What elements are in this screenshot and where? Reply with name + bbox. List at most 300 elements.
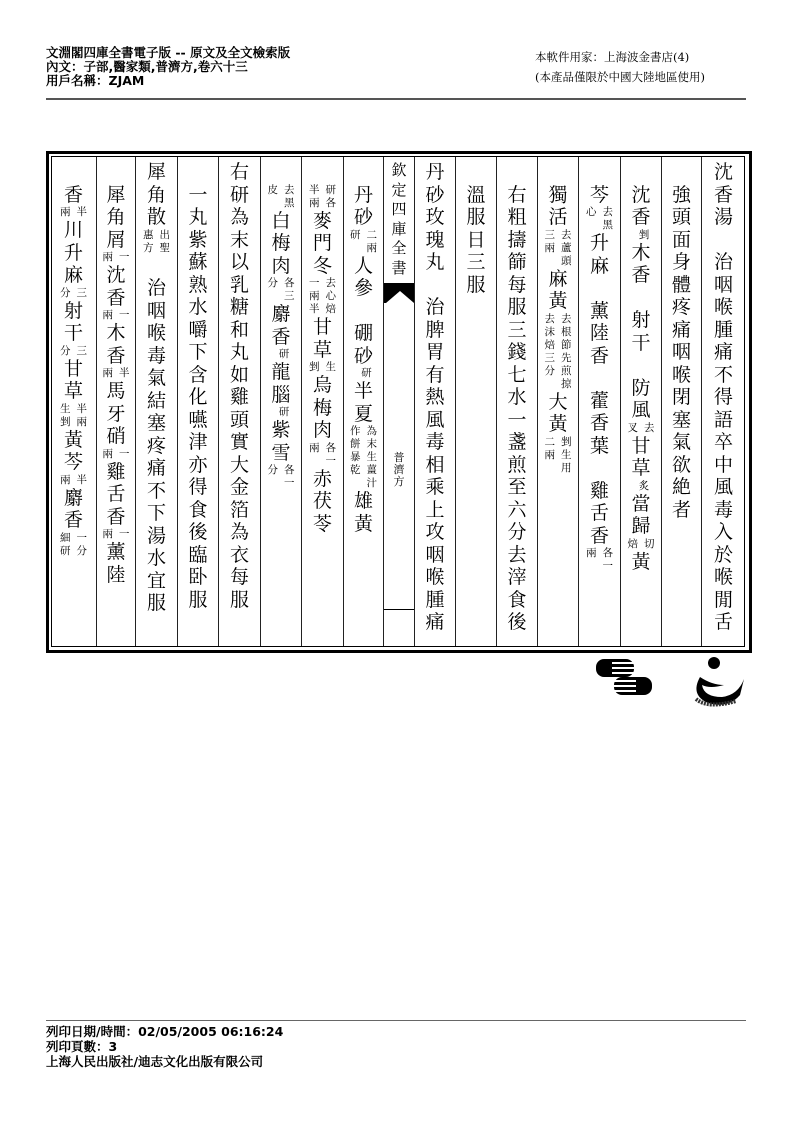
annotation-subcolumn [77,206,88,219]
center-title-character: 四 [391,200,407,218]
annotation-character: 節 [561,338,572,351]
annotation-subcolumn [326,277,337,316]
header-content-path: 內文：子部,醫家類,普濟方,卷六十三 [46,59,248,74]
annotation-subcolumn [60,403,71,429]
main-character: 麝 [63,486,83,509]
annotation-character: 兩 [309,196,320,209]
annotation-subcolumn [644,538,655,551]
main-character: 強 [671,183,691,206]
main-character: 香 [713,183,733,206]
main-character: 卧 [188,566,208,588]
main-character: 閉 [671,386,691,408]
annotation-character: 蘆 [561,241,572,254]
main-character: 芩 [63,451,83,473]
annotation-subcolumn [119,448,130,461]
main-character: 沈 [106,264,126,286]
annotation-subcolumn [561,313,572,391]
header-left [46,46,290,88]
main-character: 宜 [146,569,166,592]
main-character: 以 [229,251,249,273]
main-character: 草 [63,380,83,402]
interlinear-annotation [97,251,135,264]
center-title-box [384,157,414,284]
annotation-character: 用 [561,461,572,474]
main-character: 滓 [507,566,527,588]
interlinear-annotation [538,229,578,268]
main-character: 入 [713,521,733,543]
annotation-character: 一 [119,447,130,460]
main-character: 歸 [631,515,651,537]
annotation-subcolumn [561,436,572,475]
main-character: 治 [425,296,445,318]
main-character: 下 [188,341,208,363]
main-character: 有 [425,363,445,386]
main-character: 如 [229,363,249,386]
annotation-character: 各 [284,464,295,476]
annotation-subcolumn [284,277,295,303]
annotation-subcolumn [350,425,361,490]
interlinear-annotation [97,367,135,380]
main-character: 三 [507,318,527,341]
main-character: 陸 [589,322,609,344]
main-character: 丹 [425,161,445,183]
annotation-subcolumn [77,532,88,558]
annotation-subcolumn [644,422,655,435]
main-character: 丸 [229,341,249,363]
column-text [579,161,620,573]
main-character: 咽 [146,299,166,322]
annotation-subcolumn [628,538,639,551]
main-character: 風 [631,399,651,421]
annotation-character: 三 [284,290,295,302]
annotation-character: 半 [119,367,130,379]
annotation-character: 分 [76,544,87,557]
annotation-character: 生 [561,448,572,461]
main-character: 薰 [106,541,126,563]
main-character: 得 [188,476,208,498]
main-character: 食 [188,498,208,521]
annotation-subcolumn [545,436,556,475]
interlinear-annotation [261,406,301,419]
main-character: 右 [229,161,249,183]
main-character: 射 [63,299,83,322]
main-character: 草 [631,457,651,479]
annotation-subcolumn [103,448,114,461]
annotation-character: 去 [644,421,655,434]
footer [46,1024,283,1069]
main-character: 屑 [106,228,126,251]
annotation-subcolumn [60,287,71,300]
main-character: 砂 [425,183,445,206]
annotation-subcolumn [268,464,279,490]
annotation-character: 兩 [586,547,597,559]
main-character: 陸 [106,563,126,586]
main-character: 痛 [425,611,445,633]
annotation-character: 細 [60,531,71,544]
annotation-character: 各 [325,441,336,454]
annotation-subcolumn [639,229,650,242]
interlinear-annotation [51,206,96,219]
annotation-character: 兩 [309,441,320,454]
annotation-character: 先 [561,351,572,364]
main-character: 絶 [671,476,691,498]
annotation-character: 兩 [60,206,71,218]
main-character: 肉 [271,254,291,277]
main-character: 水 [507,386,527,408]
annotation-character: 切 [644,537,655,550]
annotation-character: 二 [544,435,555,448]
main-character: 熟 [188,273,208,296]
interlinear-annotation [579,206,620,232]
main-character: 氣 [146,367,166,389]
text-column [414,157,455,646]
main-character: 不 [713,363,733,386]
main-character: 紫 [188,228,208,251]
main-character: 服 [466,273,486,296]
main-character: 雞 [106,460,126,483]
annotation-subcolumn [284,184,295,210]
main-character: 舌 [589,502,609,524]
main-character: 右 [507,183,527,206]
main-character: 牙 [106,402,126,425]
main-character: 者 [671,498,691,521]
main-character: 面 [671,228,691,251]
annotation-character: 兩 [366,241,377,254]
main-character: 雞 [229,386,249,408]
main-character: 每 [507,273,527,296]
annotation-subcolumn [60,345,71,358]
main-character: 麻 [589,254,609,277]
interlinear-annotation [344,229,383,255]
main-character: 三 [466,251,486,273]
interlinear-annotation [97,309,135,322]
main-character: 塞 [671,408,691,431]
interlinear-annotation [97,448,135,461]
center-title [384,157,414,278]
main-character: 沈 [713,161,733,183]
main-character: 干 [63,322,83,344]
annotation-subcolumn [367,229,378,255]
main-character: 疼 [146,434,166,457]
interlinear-annotation [538,436,578,475]
main-character: 六 [507,498,527,521]
main-character: 葉 [589,434,609,457]
annotation-character: 分 [267,277,278,289]
main-character: 服 [466,206,486,228]
center-title-character: 書 [391,258,407,277]
header-username: 用戶名稱：ZJAM [46,73,145,88]
main-character: 砂 [353,206,373,228]
annotation-character: 半 [309,303,320,315]
annotation-character: 心 [325,290,336,302]
annotation-character: 頭 [561,254,572,267]
main-character: 當 [631,492,651,515]
center-title-character: 欽 [391,161,407,179]
main-character: 麻 [548,267,568,290]
main-character: 閒 [713,588,733,611]
annotation-character: 沫 [544,325,555,338]
main-character: 欲 [671,453,691,476]
center-column [383,157,414,646]
annotation-subcolumn [561,229,572,268]
main-character: 熱 [425,386,445,408]
main-character: 犀 [106,183,126,206]
main-character: 香 [63,183,83,206]
interlinear-annotation [261,348,301,361]
annotation-character: 一 [76,531,87,544]
annotation-character: 兩 [102,251,113,263]
annotation-subcolumn [603,206,614,232]
annotation-character: 一 [602,560,613,572]
annotation-subcolumn [545,313,556,391]
annotation-character: 兩 [309,290,320,302]
text-column [51,157,96,646]
annotation-character: 惠 [143,228,154,241]
annotation-character: 去 [325,277,336,289]
text-column [135,157,177,646]
annotation-subcolumn [103,367,114,380]
column-text [51,161,96,558]
center-lower-rule [384,609,414,610]
interlinear-annotation [51,532,96,558]
main-character: 毒 [425,431,445,453]
main-character: 喉 [671,363,691,386]
column-text [702,161,745,634]
main-character: 胃 [425,341,445,363]
footer-divider [46,1020,746,1021]
annotation-subcolumn [268,184,279,210]
main-character: 湯 [146,524,166,547]
main-character: 香 [106,286,126,309]
main-character: 去 [507,543,527,566]
interlinear-annotation [302,184,343,210]
main-character: 馬 [106,380,126,402]
annotation-character: 兩 [60,473,71,486]
annotation-subcolumn [628,422,639,435]
annotation-subcolumn [279,348,290,361]
dizhi-brush-logo-icon [688,655,748,710]
main-character: 硼 [353,322,373,344]
interlinear-annotation [621,422,661,435]
main-character: 後 [188,521,208,543]
column-text [97,161,135,586]
main-character: 角 [106,206,126,228]
annotation-subcolumn [309,361,320,374]
main-character: 擣 [507,228,527,251]
main-character: 語 [713,408,733,431]
publisher-credit: 上海人民出版社/迪志文化出版有限公司 [46,1054,264,1069]
main-character: 香 [63,509,83,531]
main-character: 痛 [146,457,166,479]
main-character: 香 [106,505,126,528]
annotation-character: 各 [602,547,613,559]
main-character: 於 [713,543,733,566]
main-character: 香 [631,264,651,286]
main-character: 頭 [671,206,691,228]
main-character: 藿 [589,389,609,412]
annotation-character: 去 [602,206,613,218]
main-character: 咽 [713,273,733,296]
main-character: 糖 [229,296,249,318]
annotation-subcolumn [603,547,614,573]
annotation-character: 去 [561,312,572,325]
interlinear-annotation [51,474,96,487]
annotation-character: 分 [544,364,555,377]
annotation-subcolumn [160,229,171,255]
annotation-character: 乾 [350,464,361,476]
main-character: 硝 [106,425,126,447]
main-character: 喉 [713,296,733,318]
main-character: 角 [146,183,166,206]
main-character: 咽 [425,543,445,566]
publisher-s-logo-icon [594,655,654,700]
main-character: 咽 [671,341,691,363]
annotation-subcolumn [77,287,88,300]
annotation-subcolumn [279,406,290,419]
main-character: 冬 [312,254,332,277]
column-text [621,161,661,573]
interlinear-annotation [302,442,343,468]
main-character: 丹 [353,183,373,206]
main-character: 湯 [713,206,733,228]
annotation-subcolumn [77,345,88,358]
annotation-character: 兩 [102,309,113,321]
main-character: 黃 [353,512,373,535]
annotation-character: 汁 [366,477,377,489]
interlinear-annotation [97,528,135,541]
annotation-character: 兩 [102,367,113,379]
annotation-character: 二 [366,228,377,241]
text-column [496,157,537,646]
main-character: 香 [106,344,126,367]
main-character: 喉 [713,566,733,588]
center-title-character: 全 [391,239,407,257]
main-character: 半 [353,380,373,402]
main-character: 每 [229,566,249,588]
annotation-subcolumn [545,229,556,268]
main-character: 梅 [271,232,291,254]
main-character: 草 [312,338,332,361]
annotation-subcolumn [103,309,114,322]
main-character: 亦 [188,453,208,476]
main-character: 川 [63,219,83,241]
main-character: 甘 [312,316,332,338]
interlinear-annotation [621,229,661,242]
main-character: 化 [188,386,208,408]
main-character: 服 [507,296,527,318]
main-character: 身 [671,251,691,273]
main-character: 獨 [548,183,568,206]
main-character: 參 [353,277,373,299]
main-character: 香 [271,325,291,348]
main-character: 肉 [312,419,332,441]
header-title: 文淵閣四庫全書電子版 -- 原文及全文檢索版 [46,45,291,60]
column-text [219,161,260,611]
main-character: 氣 [671,431,691,453]
column-text [497,161,537,634]
annotation-subcolumn [350,229,361,255]
text-column [177,157,218,646]
text-column [301,157,343,646]
annotation-subcolumn [326,184,337,210]
annotation-character: 出 [159,228,170,241]
annotation-character: 兩 [544,448,555,461]
annotation-subcolumn [309,277,320,316]
interlinear-annotation [621,538,661,551]
main-character: 攻 [425,521,445,543]
main-character: 砂 [353,344,373,367]
text-column [455,157,496,646]
annotation-character: 焙 [325,303,336,315]
main-character: 薰 [589,299,609,322]
annotation-character: 三 [76,344,87,357]
main-character: 至 [507,476,527,498]
annotation-character: 研 [60,544,71,557]
annotation-character: 黑 [284,196,295,209]
main-character: 痛 [713,341,733,363]
text-column [620,157,661,646]
annotation-character: 兩 [76,415,87,428]
interlinear-annotation [344,425,383,490]
main-character: 脾 [425,318,445,341]
interlinear-annotation [302,277,343,316]
main-character: 七 [507,363,527,386]
annotation-subcolumn [284,464,295,490]
main-character: 赤 [312,467,332,490]
main-character: 喉 [425,566,445,588]
main-character: 龍 [271,361,291,383]
main-character: 為 [229,521,249,543]
annotation-character: 掠 [561,377,572,390]
main-character: 乳 [229,273,249,296]
column-text [178,161,218,611]
main-character: 黃 [631,550,651,573]
main-character: 干 [631,331,651,354]
main-character: 頭 [229,408,249,431]
interlinear-annotation [302,361,343,374]
main-character: 痛 [671,318,691,341]
text-column [701,157,745,646]
annotation-subcolumn [586,206,597,232]
annotation-subcolumn [103,251,114,264]
interlinear-annotation [621,480,661,493]
main-character: 篩 [507,251,527,273]
main-character: 瑰 [425,228,445,251]
main-character: 治 [146,277,166,299]
annotation-character: 去 [284,183,295,196]
main-character: 犀 [146,161,166,183]
main-character: 一 [188,183,208,206]
annotation-character: 一 [119,309,130,321]
main-character: 麻 [63,264,83,286]
main-character: 茯 [312,490,332,512]
annotation-character: 半 [76,206,87,218]
annotation-character: 黑 [602,219,613,231]
main-character: 實 [229,431,249,453]
annotation-character: 皮 [267,183,278,196]
header-region-note: (本產品僅限於中國大陸地區使用) [535,70,705,84]
main-character: 臨 [188,543,208,566]
main-character: 白 [271,209,291,232]
main-character: 末 [229,228,249,251]
main-character: 津 [188,431,208,453]
main-character: 腦 [271,383,291,406]
main-character: 上 [425,498,445,521]
annotation-subcolumn [361,367,372,380]
text-column [661,157,701,646]
annotation-character: 方 [143,241,154,254]
annotation-character: 叉 [627,421,638,434]
